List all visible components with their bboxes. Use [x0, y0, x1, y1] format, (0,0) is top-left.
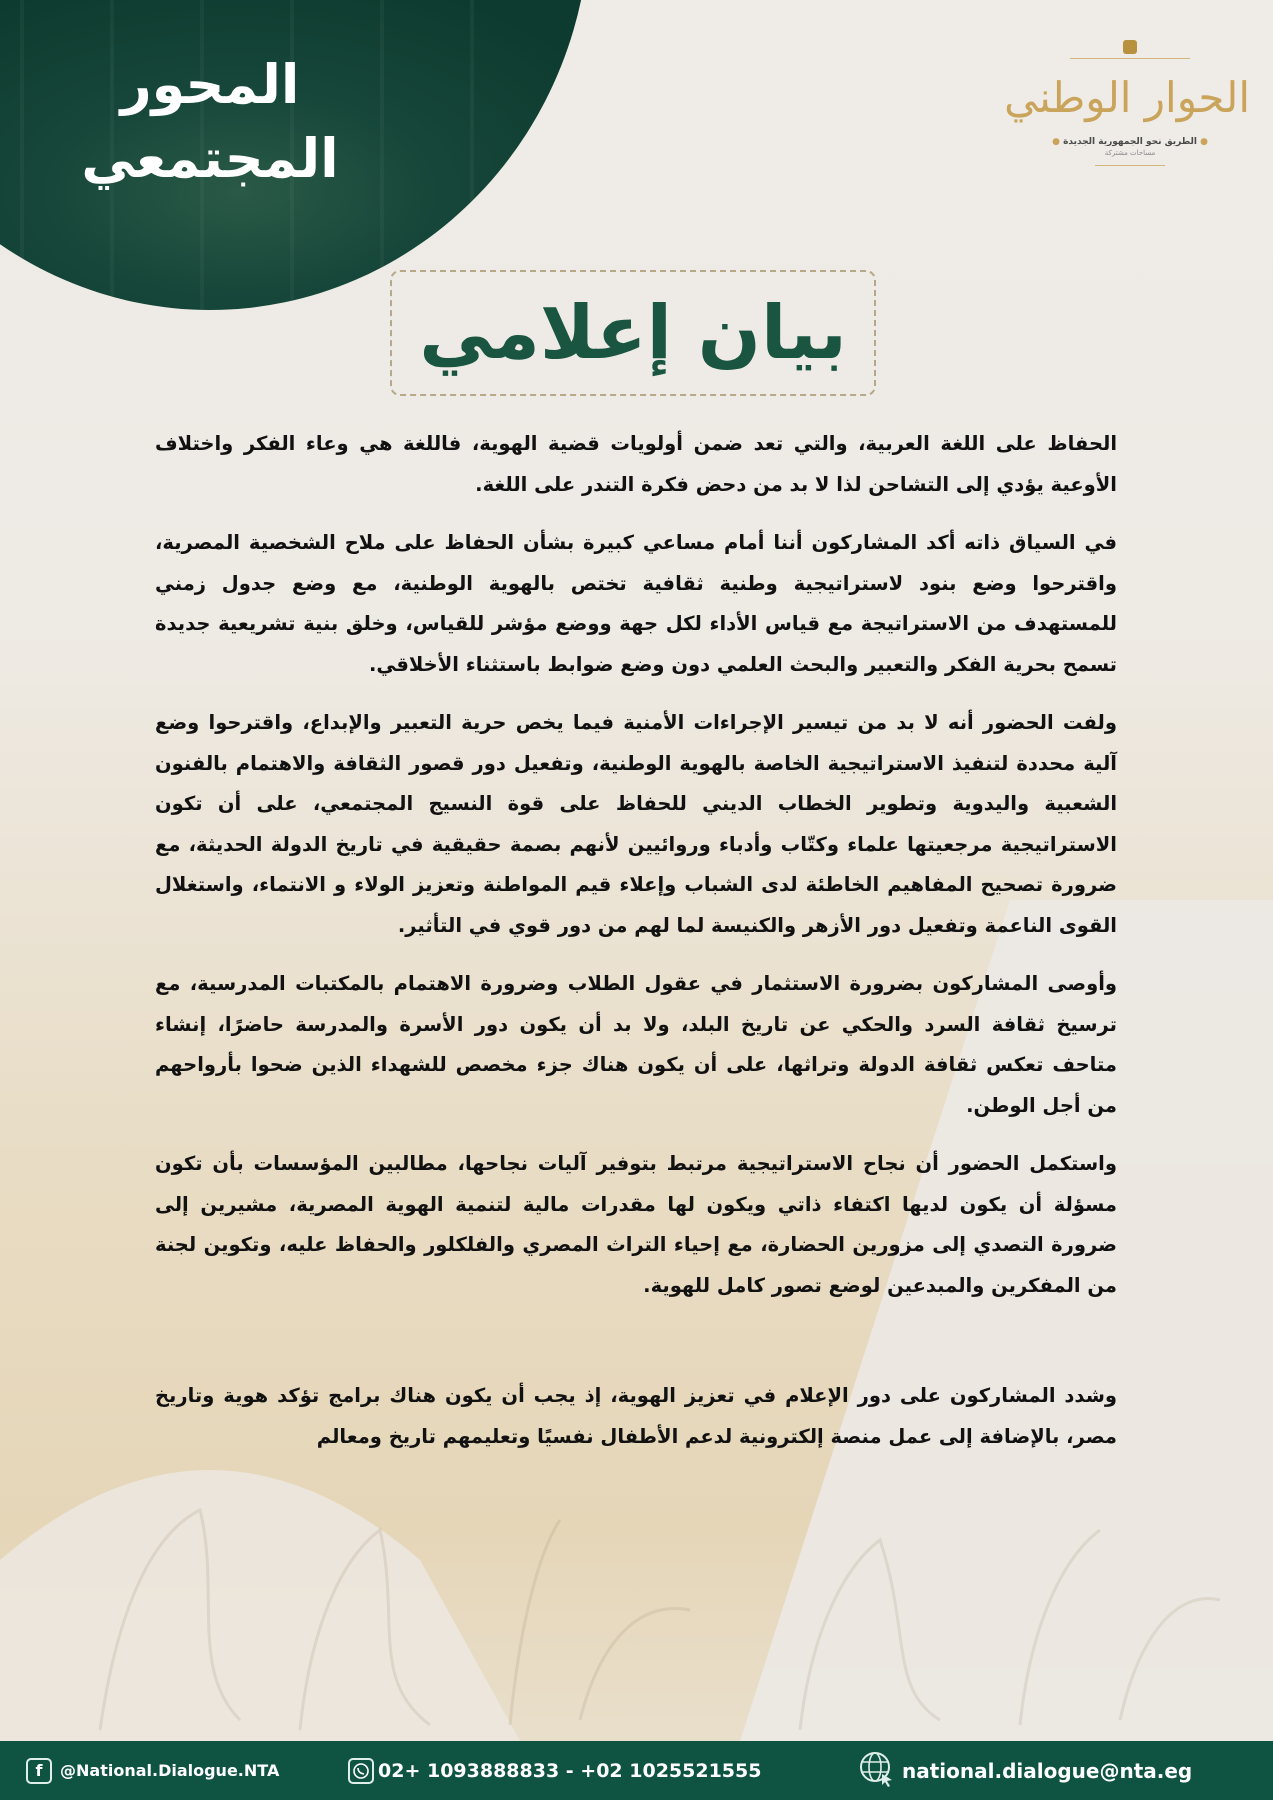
facebook-icon: f [26, 1758, 52, 1784]
document-title: بيان إعلامي [419, 290, 847, 376]
logo-calligraphy: الحوار الوطني [1004, 73, 1250, 122]
paragraph: وأوصى المشاركون بضرورة الاستثمار في عقول الطلاب وضرورة الاهتمام بالمكتبات المدرسية، مع ترسيخ ثقافة السرد والحكي عن تاريخ البلد، ولا بد أن يكون دور الأسرة والمدرسة حاضرًا، إنشاء متاحف تعكس ثقافة الدولة وتراثها، على أن يكون هناك جزء مخصص للشهداء الذين ضحوا بأرواحهم من أجل الوطن. [155, 972, 1117, 1117]
globe-cursor-icon [858, 1750, 896, 1792]
eagle-emblem-icon [1123, 40, 1137, 54]
paragraph: في السياق ذاته أكد المشاركون أننا أمام مساعي كبيرة بشأن الحفاظ على ملاح الشخصية المصرية، واقترحوا وضع بنود لاستراتيجية وطنية ثقافية تختص بالهوية الوطنية، مع وضع جدول زمني للمستهدف من الاستراتيجة مع قياس الأداء لكل جهة ووضع مؤشر للقياس، وخلق بنية تشريعية جديدة تسمح بحرية الفكر والتعبير والبحث العلمي دون وضع ضوابط باستثناء الأخلاقي. [155, 531, 1117, 676]
logo-tagline-text: الطريق نحو الجمهورية الجديدة [1063, 137, 1197, 147]
paragraph: ولفت الحضور أنه لا بد من تيسير الإجراءات الأمنية فيما يخص حرية التعبير والإبداع، واقترحوا وضع آلية محددة لتنفيذ الاستراتيجية الخاصة بالهوية الوطنية، وتفعيل دور قصور الثقافة والاهتمام بالفنون الشعبية واليدوية وتطوير الخطاب الديني للحفاظ على قوة النسيج المجتمعي، على أن تكون الاستراتيجية مرجعيتها علماء وكتّاب وأدباء وروائيين لأنهم بصمة حقيقية في تاريخ الدولة الحديثة، مع ضرورة تصحيح المفاهيم الخاطئة لدى الشباب وإعلاء قيم المواطنة وتعزيز الولاء و الانتماء، واستغلال القوى الناعمة وتفعيل دور الأزهر والكنيسة لما لهم من دور قوي في التأثير. [155, 711, 1117, 937]
web-contact[interactable] [858, 1741, 1192, 1800]
contact-email[interactable]: national.dialogue@nta.eg [902, 1758, 1193, 1783]
paragraph: واستكمل الحضور أن نجاح الاستراتيجية مرتبط بتوفير آليات نجاحها، مطالبين المؤسسات بأن تكون مسؤلة أن يكون لديها اكتفاء ذاتي ويكون لها مقدرات مالية لتنمية الهوية المصرية، مشيرين إلى ضرورة التصدي إلى مزورين الحضارة، مع إحياء التراث المصري والفلكلور والحفاظ عليه، وتكوين لجنة من المفكرين والمبدعين لوضع تصور كامل للهوية. [155, 1152, 1117, 1297]
paragraph: الحفاظ على اللغة العربية، والتي تعد ضمن أولويات قضية الهوية، فاللغة هي وعاء الفكر واختلاف الأوعية يؤدي إلى التشاحن لذا لا بد من دحض فكرة التندر على اللغة. [155, 432, 1117, 496]
national-dialogue-logo [1004, 40, 1250, 200]
logo-divider [1070, 58, 1190, 59]
contact-footer [0, 1741, 1273, 1800]
logo-divider [1095, 165, 1165, 166]
whatsapp-icon [348, 1758, 374, 1784]
phone-numbers[interactable]: 02+ 1093888833 - +02 1025521555 [378, 1759, 762, 1782]
facebook-handle[interactable]: @National.Dialogue.NTA [60, 1761, 280, 1780]
section-title-line1: المحور [120, 53, 300, 116]
bullet-icon: ● [1200, 137, 1208, 147]
section-title-line2: المجتمعي [81, 127, 339, 190]
logo-tagline [1010, 137, 1250, 147]
bullet-icon: ● [1052, 137, 1060, 147]
facebook-contact[interactable] [26, 1741, 279, 1800]
document-body [155, 424, 1117, 1475]
section-title [60, 48, 360, 196]
paragraph: وشدد المشاركون على دور الإعلام في تعزيز الهوية، إذ يجب أن يكون هناك برامج تؤكد هوية وتاريخ مصر، بالإضافة إلى عمل منصة إلكترونية لدعم الأطفال نفسيًا وتعليمهم تاريخ ومعالم [155, 1384, 1117, 1448]
whatsapp-contact[interactable] [348, 1741, 761, 1800]
background-shape [0, 1470, 520, 1741]
document-title-box [390, 270, 876, 396]
logo-subtagline: مساحات مشتركة [1104, 149, 1156, 157]
